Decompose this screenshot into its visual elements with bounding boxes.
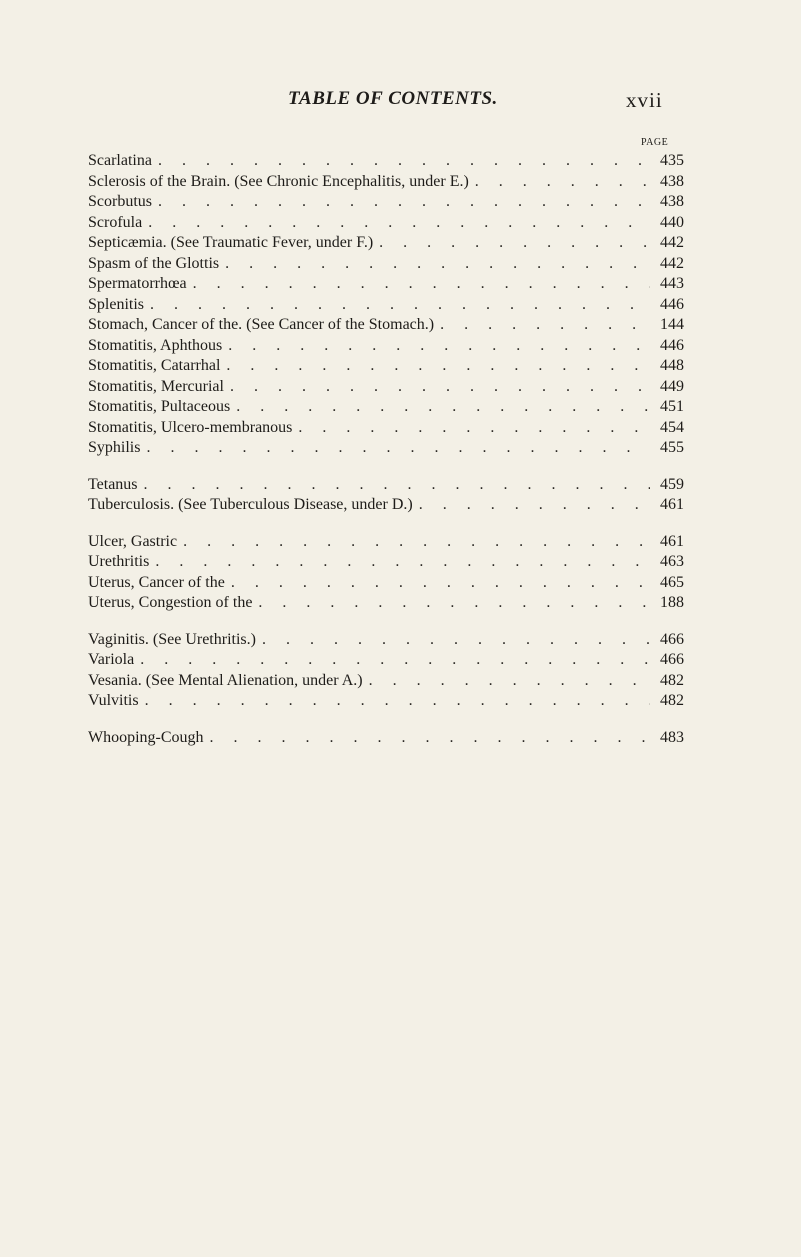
entry-page-number: 465 bbox=[660, 573, 684, 591]
toc-entry bbox=[88, 650, 684, 671]
entry-page-number: 449 bbox=[660, 377, 684, 395]
entry-page-number: 461 bbox=[660, 496, 684, 513]
dot-leader bbox=[230, 397, 650, 418]
entry-title: Scarlatina bbox=[88, 152, 152, 169]
dot-leader bbox=[140, 438, 650, 459]
entry-title: Urethritis bbox=[88, 553, 150, 570]
toc-group bbox=[88, 728, 684, 749]
entry-page-number: 438 bbox=[660, 172, 684, 190]
entry-title: Stomatitis, Mercurial bbox=[88, 377, 224, 395]
entry-title: Spasm of the Glottis bbox=[88, 254, 220, 272]
entry-page-number: 483 bbox=[660, 728, 684, 746]
entry-page-number: 446 bbox=[660, 295, 684, 313]
entry-page-number: 442 bbox=[660, 254, 684, 272]
entry-title: Splenitis bbox=[88, 295, 145, 313]
entry-title: Syphilis bbox=[88, 439, 141, 456]
entry-title: Uterus, Cancer of the bbox=[88, 573, 225, 591]
dot-leader bbox=[224, 377, 650, 398]
entry-title: Spermatorrhœa bbox=[88, 275, 187, 292]
toc-entry bbox=[88, 532, 684, 553]
dot-leader bbox=[222, 336, 650, 357]
dot-leader bbox=[139, 691, 650, 712]
entry-title: Uterus, Congestion of the bbox=[88, 594, 253, 611]
toc-entry bbox=[88, 172, 684, 193]
toc-entry bbox=[88, 336, 684, 357]
toc-entry bbox=[88, 377, 684, 398]
dot-leader bbox=[149, 552, 650, 573]
entry-page-number: 443 bbox=[660, 275, 684, 292]
toc-group bbox=[88, 475, 684, 516]
running-title: TABLE OF CONTENTS. bbox=[288, 88, 498, 109]
dot-leader bbox=[138, 475, 650, 496]
toc-entry bbox=[88, 552, 684, 573]
dot-leader bbox=[152, 151, 650, 172]
entry-page-number: 438 bbox=[660, 193, 684, 210]
entry-page-number: 482 bbox=[660, 671, 684, 689]
entry-page-number: 448 bbox=[660, 357, 684, 374]
dot-leader bbox=[187, 274, 650, 295]
toc-entry bbox=[88, 213, 684, 234]
entry-title: Stomach, Cancer of the. (See Cancer of the Stomach.) bbox=[88, 316, 435, 333]
entry-title: Whooping-Cough bbox=[88, 728, 204, 746]
toc-entry bbox=[88, 671, 684, 692]
page-number: xvii bbox=[626, 88, 663, 112]
entry-page-number: 455 bbox=[660, 439, 684, 456]
toc-entry bbox=[88, 356, 684, 377]
toc-entry bbox=[88, 233, 684, 254]
entry-page-number: 459 bbox=[660, 475, 684, 493]
dot-leader bbox=[152, 192, 650, 213]
dot-leader bbox=[142, 213, 650, 234]
toc-entry bbox=[88, 397, 684, 418]
entry-page-number: 442 bbox=[660, 234, 684, 251]
entry-page-number: 144 bbox=[660, 316, 684, 333]
entry-page-number: 461 bbox=[660, 532, 684, 550]
entry-page-number: 440 bbox=[660, 213, 684, 231]
toc-entry bbox=[88, 274, 684, 295]
entry-page-number: 451 bbox=[660, 398, 684, 415]
entry-title: Vaginitis. (See Urethritis.) bbox=[88, 630, 256, 648]
dot-leader bbox=[252, 593, 650, 614]
toc-entry bbox=[88, 295, 684, 316]
toc-group bbox=[88, 630, 684, 712]
entry-title: Tuberculosis. (See Tuberculous Disease, under D.) bbox=[88, 496, 413, 513]
toc-entry bbox=[88, 438, 684, 459]
dot-leader bbox=[204, 728, 650, 749]
entry-page-number: 466 bbox=[660, 651, 684, 668]
toc-group bbox=[88, 532, 684, 614]
toc-entry bbox=[88, 475, 684, 496]
page-column-label: PAGE bbox=[641, 137, 669, 148]
entry-title: Stomatitis, Catarrhal bbox=[88, 357, 221, 374]
entry-title: Vesania. (See Mental Alienation, under A.) bbox=[88, 671, 363, 689]
entry-page-number: 435 bbox=[660, 152, 684, 169]
entry-title: Stomatitis, Aphthous bbox=[88, 336, 223, 354]
toc-entry bbox=[88, 151, 684, 172]
entry-page-number: 446 bbox=[660, 336, 684, 354]
toc-entry bbox=[88, 418, 684, 439]
dot-leader bbox=[373, 233, 650, 254]
dot-leader bbox=[220, 356, 650, 377]
dot-leader bbox=[144, 295, 650, 316]
entry-page-number: 188 bbox=[660, 594, 684, 611]
toc-entry bbox=[88, 593, 684, 614]
dot-leader bbox=[256, 630, 650, 651]
page-header bbox=[0, 88, 801, 118]
entry-title: Stomatitis, Ulcero-membranous bbox=[88, 418, 293, 436]
entry-page-number: 466 bbox=[660, 630, 684, 648]
table-of-contents bbox=[88, 151, 684, 764]
dot-leader bbox=[177, 532, 650, 553]
entry-title: Scorbutus bbox=[88, 193, 152, 210]
toc-entry bbox=[88, 691, 684, 712]
toc-entry bbox=[88, 630, 684, 651]
dot-leader bbox=[219, 254, 650, 275]
entry-title: Scrofula bbox=[88, 213, 143, 231]
entry-title: Tetanus bbox=[88, 475, 138, 493]
entry-page-number: 454 bbox=[660, 418, 684, 436]
dot-leader bbox=[292, 418, 650, 439]
toc-entry bbox=[88, 728, 684, 749]
entry-title: Variola bbox=[88, 651, 135, 668]
toc-entry bbox=[88, 254, 684, 275]
entry-title: Ulcer, Gastric bbox=[88, 532, 178, 550]
toc-group bbox=[88, 151, 684, 459]
entry-page-number: 463 bbox=[660, 553, 684, 570]
entry-title: Stomatitis, Pultaceous bbox=[88, 398, 231, 415]
entry-title: Sclerosis of the Brain. (See Chronic Encephalitis, under E.) bbox=[88, 172, 469, 190]
toc-entry bbox=[88, 192, 684, 213]
entry-title: Vulvitis bbox=[88, 692, 139, 709]
dot-leader bbox=[134, 650, 650, 671]
toc-entry bbox=[88, 495, 684, 516]
dot-leader bbox=[225, 573, 650, 594]
dot-leader bbox=[363, 671, 650, 692]
entry-page-number: 482 bbox=[660, 692, 684, 709]
dot-leader bbox=[469, 172, 650, 193]
dot-leader bbox=[413, 495, 650, 516]
toc-entry bbox=[88, 315, 684, 336]
entry-title: Septicæmia. (See Traumatic Fever, under F.) bbox=[88, 234, 374, 251]
toc-entry bbox=[88, 573, 684, 594]
dot-leader bbox=[434, 315, 650, 336]
